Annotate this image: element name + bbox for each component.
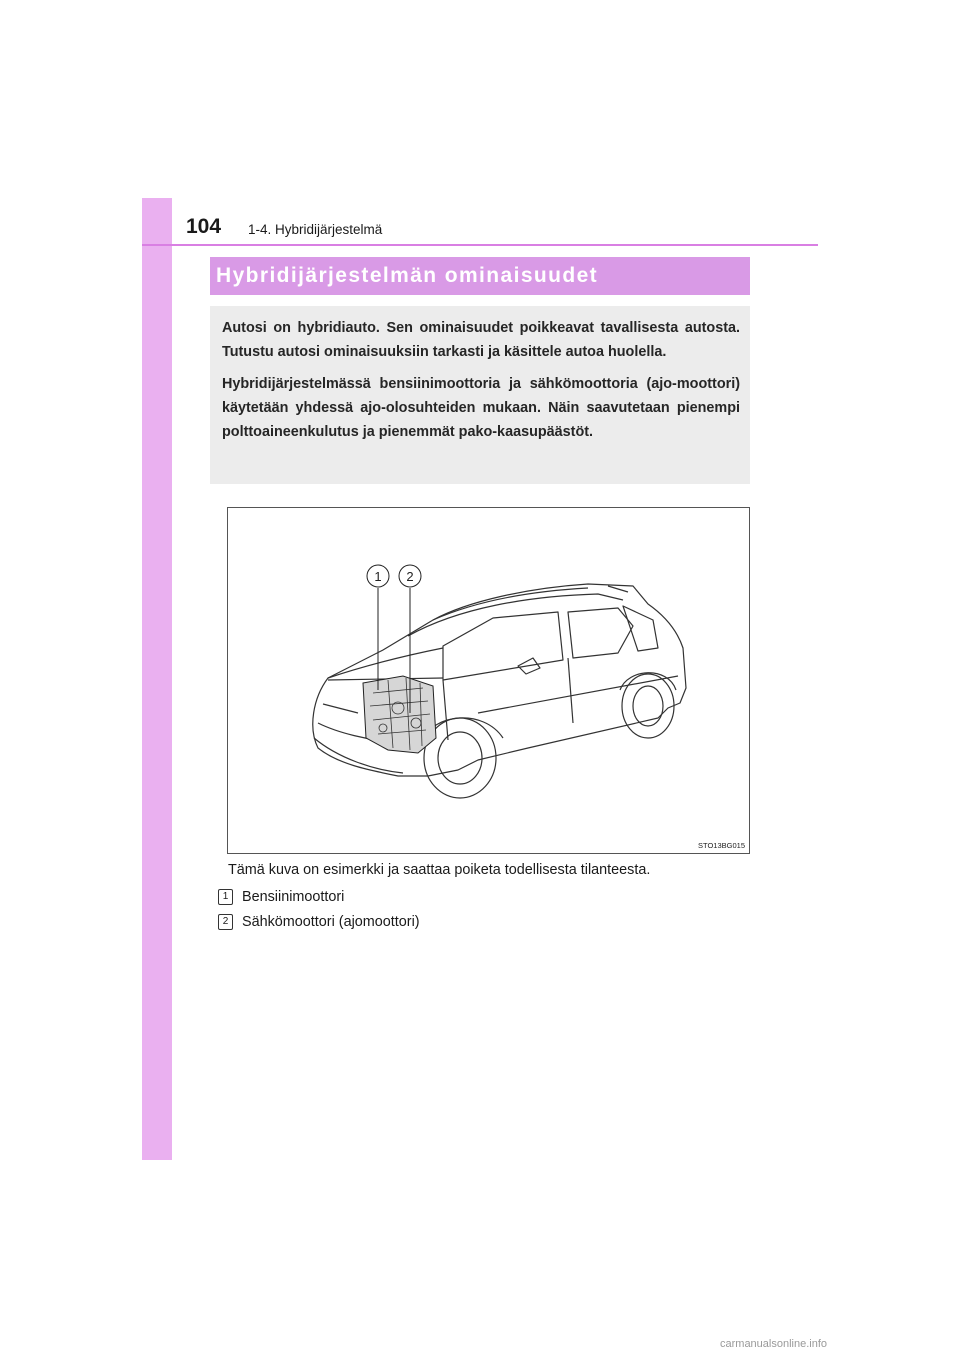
callout-1: 1 <box>374 569 382 584</box>
figure-caption: Tämä kuva on esimerkki ja saattaa poiketa todellisesta tilanteesta. <box>228 862 651 878</box>
list-item <box>218 912 420 932</box>
intro-paragraph: Autosi on hybridiauto. Sen ominaisuudet poikkeavat tavallisesta autosta. Tutustu autosi ominaisuuksiin tarkasti ja käsittele autoa huolella. <box>222 320 740 360</box>
figure-code: STO13BG015 <box>698 841 745 850</box>
watermark: carmanualsonline.info <box>720 1338 828 1350</box>
list-item <box>218 887 345 907</box>
side-tab-strip <box>142 198 172 1160</box>
section-title: 1-4. Hybridijärjestelmä <box>248 222 383 237</box>
intro-paragraph: Hybridijärjestelmässä bensiinimoottoria ja sähkömoottoria (ajo-moottori) käytetään yhdessä ajo-olosuhteiden mukaan. Näin saavutetaan pienempi polttoaineenkulutus ja pienemmät pako-kaasupäästöt. <box>222 376 740 440</box>
item-number-badge: 1 <box>218 889 233 905</box>
callout-2: 2 <box>406 569 414 584</box>
header-rule <box>142 244 818 246</box>
heading-bar <box>210 257 750 295</box>
item-label: Sähkömoottori (ajomoottori) <box>242 914 420 930</box>
car-illustration <box>227 507 750 854</box>
intro-box <box>210 306 750 484</box>
item-number-badge: 2 <box>218 914 233 930</box>
car-drawing <box>228 508 749 853</box>
page-header <box>172 212 818 246</box>
item-label: Bensiinimoottori <box>242 889 345 905</box>
page-number: 104 <box>186 215 222 238</box>
page-title: Hybridijärjestelmän ominaisuudet <box>216 264 599 287</box>
